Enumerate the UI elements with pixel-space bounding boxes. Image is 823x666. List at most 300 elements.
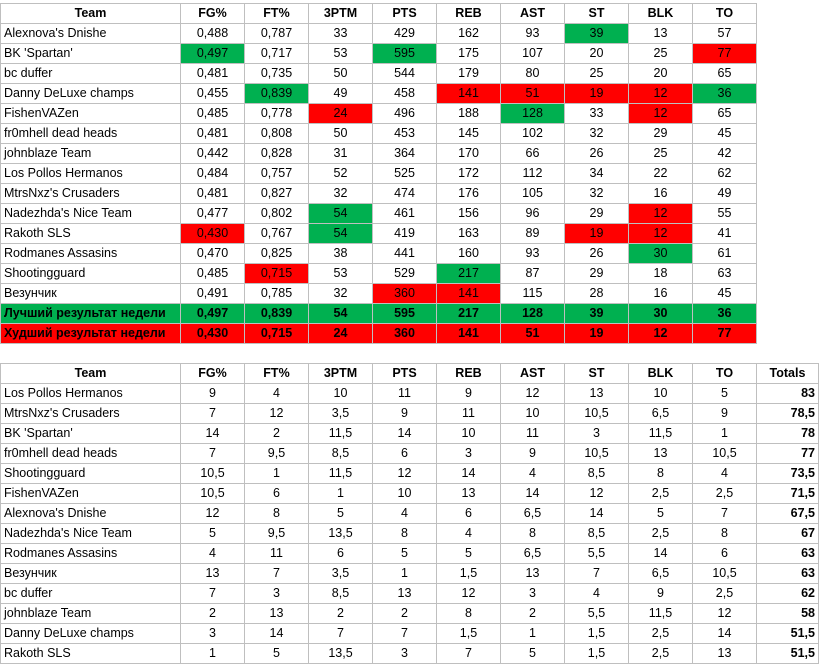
- stat-cell[interactable]: 176: [437, 184, 501, 204]
- rank-cell[interactable]: 6: [373, 444, 437, 464]
- rank-cell[interactable]: 8,5: [565, 524, 629, 544]
- stat-cell[interactable]: 364: [373, 144, 437, 164]
- stat-cell[interactable]: 525: [373, 164, 437, 184]
- rank-cell[interactable]: 4: [693, 464, 757, 484]
- rank-cell[interactable]: 6: [309, 544, 373, 564]
- rank-cell[interactable]: 8,5: [309, 444, 373, 464]
- rank-cell[interactable]: 13: [181, 564, 245, 584]
- stat-cell[interactable]: 141: [437, 324, 501, 344]
- rank-cell[interactable]: 9,5: [245, 444, 309, 464]
- stat-cell[interactable]: 453: [373, 124, 437, 144]
- rank-cell[interactable]: 6,5: [629, 564, 693, 584]
- stat-cell[interactable]: 25: [629, 44, 693, 64]
- team-name-cell[interactable]: Везунчик: [1, 564, 181, 584]
- rank-cell[interactable]: 8: [693, 524, 757, 544]
- rank-cell[interactable]: 7: [181, 404, 245, 424]
- team-name-cell[interactable]: Везунчик: [1, 284, 181, 304]
- rank-cell[interactable]: 6,5: [501, 544, 565, 564]
- stat-cell[interactable]: 0,715: [245, 264, 309, 284]
- rank-cell[interactable]: 2,5: [693, 484, 757, 504]
- team-name-cell[interactable]: Nadezhda's Nice Team: [1, 524, 181, 544]
- stat-cell[interactable]: 24: [309, 324, 373, 344]
- stat-cell[interactable]: 458: [373, 84, 437, 104]
- total-cell[interactable]: 58: [757, 604, 819, 624]
- rank-cell[interactable]: 14: [501, 484, 565, 504]
- stat-cell[interactable]: 544: [373, 64, 437, 84]
- column-header[interactable]: BLK: [629, 364, 693, 384]
- rank-cell[interactable]: 4: [565, 584, 629, 604]
- total-cell[interactable]: 51,5: [757, 624, 819, 644]
- worst-of-week-label[interactable]: Худший результат недели: [1, 324, 181, 344]
- stat-cell[interactable]: 0,717: [245, 44, 309, 64]
- total-cell[interactable]: 63: [757, 564, 819, 584]
- stat-cell[interactable]: 93: [501, 24, 565, 44]
- stat-cell[interactable]: 41: [693, 224, 757, 244]
- stat-cell[interactable]: 175: [437, 44, 501, 64]
- rank-cell[interactable]: 4: [437, 524, 501, 544]
- stat-cell[interactable]: 0,442: [181, 144, 245, 164]
- stat-cell[interactable]: 496: [373, 104, 437, 124]
- team-name-cell[interactable]: Los Pollos Hermanos: [1, 384, 181, 404]
- stat-cell[interactable]: 53: [309, 44, 373, 64]
- stat-cell[interactable]: 0,757: [245, 164, 309, 184]
- rank-cell[interactable]: 12: [693, 604, 757, 624]
- stat-cell[interactable]: 156: [437, 204, 501, 224]
- stat-cell[interactable]: 77: [693, 324, 757, 344]
- rank-cell[interactable]: 10,5: [565, 404, 629, 424]
- stat-cell[interactable]: 29: [629, 124, 693, 144]
- rank-cell[interactable]: 5: [501, 644, 565, 664]
- stat-cell[interactable]: 65: [693, 64, 757, 84]
- stat-cell[interactable]: 474: [373, 184, 437, 204]
- rank-cell[interactable]: 3: [501, 584, 565, 604]
- stat-cell[interactable]: 50: [309, 64, 373, 84]
- rank-cell[interactable]: 11: [373, 384, 437, 404]
- stat-cell[interactable]: 52: [309, 164, 373, 184]
- rank-cell[interactable]: 9: [629, 584, 693, 604]
- rank-cell[interactable]: 12: [245, 404, 309, 424]
- rank-cell[interactable]: 1: [373, 564, 437, 584]
- rank-cell[interactable]: 5: [629, 504, 693, 524]
- rank-cell[interactable]: 3: [245, 584, 309, 604]
- rank-cell[interactable]: 3: [373, 644, 437, 664]
- stat-cell[interactable]: 0,825: [245, 244, 309, 264]
- column-header[interactable]: FG%: [181, 4, 245, 24]
- team-name-cell[interactable]: FishenVAZen: [1, 484, 181, 504]
- rank-cell[interactable]: 2,5: [629, 524, 693, 544]
- rank-cell[interactable]: 2,5: [693, 584, 757, 604]
- stat-cell[interactable]: 595: [373, 44, 437, 64]
- rank-cell[interactable]: 8: [629, 464, 693, 484]
- stat-cell[interactable]: 33: [309, 24, 373, 44]
- rank-cell[interactable]: 7: [245, 564, 309, 584]
- rank-cell[interactable]: 8: [437, 604, 501, 624]
- rank-cell[interactable]: 8: [501, 524, 565, 544]
- stat-cell[interactable]: 62: [693, 164, 757, 184]
- team-name-cell[interactable]: Danny DeLuxe champs: [1, 84, 181, 104]
- column-header[interactable]: REB: [437, 364, 501, 384]
- stat-cell[interactable]: 29: [565, 204, 629, 224]
- rank-cell[interactable]: 8,5: [565, 464, 629, 484]
- stat-cell[interactable]: 51: [501, 84, 565, 104]
- stat-cell[interactable]: 441: [373, 244, 437, 264]
- stat-cell[interactable]: 0,497: [181, 304, 245, 324]
- rank-cell[interactable]: 7: [181, 584, 245, 604]
- column-header[interactable]: Team: [1, 4, 181, 24]
- stat-cell[interactable]: 34: [565, 164, 629, 184]
- stat-cell[interactable]: 77: [693, 44, 757, 64]
- stat-cell[interactable]: 0,827: [245, 184, 309, 204]
- rank-cell[interactable]: 2: [245, 424, 309, 444]
- stat-cell[interactable]: 217: [437, 264, 501, 284]
- stat-cell[interactable]: 461: [373, 204, 437, 224]
- team-name-cell[interactable]: Shootingguard: [1, 264, 181, 284]
- rank-cell[interactable]: 11: [437, 404, 501, 424]
- rank-cell[interactable]: 5: [693, 384, 757, 404]
- rank-cell[interactable]: 10,5: [181, 464, 245, 484]
- column-header[interactable]: AST: [501, 364, 565, 384]
- rank-cell[interactable]: 10: [309, 384, 373, 404]
- stat-cell[interactable]: 0,839: [245, 84, 309, 104]
- column-header[interactable]: 3PTM: [309, 4, 373, 24]
- stat-cell[interactable]: 30: [629, 244, 693, 264]
- rank-cell[interactable]: 2: [373, 604, 437, 624]
- stat-cell[interactable]: 53: [309, 264, 373, 284]
- stat-cell[interactable]: 0,735: [245, 64, 309, 84]
- rank-cell[interactable]: 5,5: [565, 544, 629, 564]
- stat-cell[interactable]: 179: [437, 64, 501, 84]
- stat-cell[interactable]: 51: [501, 324, 565, 344]
- stat-cell[interactable]: 89: [501, 224, 565, 244]
- rank-cell[interactable]: 9: [501, 444, 565, 464]
- stat-cell[interactable]: 172: [437, 164, 501, 184]
- rank-cell[interactable]: 12: [373, 464, 437, 484]
- team-name-cell[interactable]: Danny DeLuxe champs: [1, 624, 181, 644]
- rank-cell[interactable]: 10,5: [693, 564, 757, 584]
- rank-cell[interactable]: 1,5: [437, 624, 501, 644]
- stat-cell[interactable]: 32: [309, 284, 373, 304]
- stat-cell[interactable]: 54: [309, 304, 373, 324]
- rank-cell[interactable]: 5: [373, 544, 437, 564]
- total-cell[interactable]: 77: [757, 444, 819, 464]
- rank-cell[interactable]: 6: [437, 504, 501, 524]
- rank-cell[interactable]: 6: [693, 544, 757, 564]
- team-name-cell[interactable]: MtrsNxz's Crusaders: [1, 404, 181, 424]
- column-header[interactable]: TO: [693, 364, 757, 384]
- rank-cell[interactable]: 6: [245, 484, 309, 504]
- rank-cell[interactable]: 8: [373, 524, 437, 544]
- rank-cell[interactable]: 1,5: [437, 564, 501, 584]
- stat-cell[interactable]: 102: [501, 124, 565, 144]
- stat-cell[interactable]: 0,839: [245, 304, 309, 324]
- rank-cell[interactable]: 7: [309, 624, 373, 644]
- stat-cell[interactable]: 13: [629, 24, 693, 44]
- rank-cell[interactable]: 11,5: [629, 424, 693, 444]
- stat-cell[interactable]: 0,455: [181, 84, 245, 104]
- stat-cell[interactable]: 107: [501, 44, 565, 64]
- stat-cell[interactable]: 12: [629, 324, 693, 344]
- stat-cell[interactable]: 0,802: [245, 204, 309, 224]
- stat-cell[interactable]: 115: [501, 284, 565, 304]
- stat-cell[interactable]: 0,828: [245, 144, 309, 164]
- stat-cell[interactable]: 96: [501, 204, 565, 224]
- total-cell[interactable]: 67,5: [757, 504, 819, 524]
- stat-cell[interactable]: 16: [629, 284, 693, 304]
- rank-cell[interactable]: 11: [501, 424, 565, 444]
- rank-cell[interactable]: 14: [245, 624, 309, 644]
- rank-cell[interactable]: 5,5: [565, 604, 629, 624]
- rank-cell[interactable]: 5: [245, 644, 309, 664]
- stat-cell[interactable]: 0,485: [181, 264, 245, 284]
- team-name-cell[interactable]: Rodmanes Assasins: [1, 544, 181, 564]
- stat-cell[interactable]: 55: [693, 204, 757, 224]
- rank-cell[interactable]: 13,5: [309, 524, 373, 544]
- rank-cell[interactable]: 13: [629, 444, 693, 464]
- rank-cell[interactable]: 11,5: [309, 464, 373, 484]
- stat-cell[interactable]: 19: [565, 84, 629, 104]
- column-header[interactable]: 3PTM: [309, 364, 373, 384]
- column-header[interactable]: PTS: [373, 364, 437, 384]
- stat-cell[interactable]: 170: [437, 144, 501, 164]
- stat-cell[interactable]: 93: [501, 244, 565, 264]
- column-header[interactable]: ST: [565, 4, 629, 24]
- team-name-cell[interactable]: Rakoth SLS: [1, 644, 181, 664]
- stat-cell[interactable]: 26: [565, 144, 629, 164]
- rank-cell[interactable]: 3: [181, 624, 245, 644]
- stat-cell[interactable]: 33: [565, 104, 629, 124]
- team-name-cell[interactable]: bc duffer: [1, 64, 181, 84]
- team-name-cell[interactable]: FishenVAZen: [1, 104, 181, 124]
- team-name-cell[interactable]: Los Pollos Hermanos: [1, 164, 181, 184]
- team-name-cell[interactable]: fr0mhell dead heads: [1, 444, 181, 464]
- rank-cell[interactable]: 10: [437, 424, 501, 444]
- column-header[interactable]: ST: [565, 364, 629, 384]
- rank-cell[interactable]: 3,5: [309, 564, 373, 584]
- rank-cell[interactable]: 12: [565, 484, 629, 504]
- rank-cell[interactable]: 13: [565, 384, 629, 404]
- stat-cell[interactable]: 36: [693, 84, 757, 104]
- stat-cell[interactable]: 0,808: [245, 124, 309, 144]
- stat-cell[interactable]: 66: [501, 144, 565, 164]
- rank-cell[interactable]: 2,5: [629, 484, 693, 504]
- column-header[interactable]: FT%: [245, 4, 309, 24]
- team-name-cell[interactable]: BK 'Spartan': [1, 44, 181, 64]
- stat-cell[interactable]: 87: [501, 264, 565, 284]
- stat-cell[interactable]: 20: [565, 44, 629, 64]
- stat-cell[interactable]: 18: [629, 264, 693, 284]
- rank-cell[interactable]: 7: [437, 644, 501, 664]
- rank-cell[interactable]: 10: [629, 384, 693, 404]
- stat-cell[interactable]: 12: [629, 104, 693, 124]
- total-cell[interactable]: 67: [757, 524, 819, 544]
- rank-cell[interactable]: 2,5: [629, 624, 693, 644]
- rank-cell[interactable]: 4: [501, 464, 565, 484]
- rank-cell[interactable]: 13: [693, 644, 757, 664]
- stat-cell[interactable]: 28: [565, 284, 629, 304]
- total-cell[interactable]: 71,5: [757, 484, 819, 504]
- rank-cell[interactable]: 13,5: [309, 644, 373, 664]
- rank-cell[interactable]: 13: [501, 564, 565, 584]
- rank-cell[interactable]: 5: [181, 524, 245, 544]
- stat-cell[interactable]: 0,497: [181, 44, 245, 64]
- stat-cell[interactable]: 0,470: [181, 244, 245, 264]
- rank-cell[interactable]: 9: [181, 384, 245, 404]
- total-cell[interactable]: 83: [757, 384, 819, 404]
- stat-cell[interactable]: 54: [309, 224, 373, 244]
- stat-cell[interactable]: 36: [693, 304, 757, 324]
- team-name-cell[interactable]: fr0mhell dead heads: [1, 124, 181, 144]
- rank-cell[interactable]: 14: [373, 424, 437, 444]
- team-name-cell[interactable]: Shootingguard: [1, 464, 181, 484]
- column-header[interactable]: BLK: [629, 4, 693, 24]
- rank-cell[interactable]: 8: [245, 504, 309, 524]
- rank-cell[interactable]: 4: [373, 504, 437, 524]
- rank-cell[interactable]: 10,5: [693, 444, 757, 464]
- stat-cell[interactable]: 529: [373, 264, 437, 284]
- stat-cell[interactable]: 29: [565, 264, 629, 284]
- rank-cell[interactable]: 11,5: [309, 424, 373, 444]
- rank-cell[interactable]: 14: [693, 624, 757, 644]
- stat-cell[interactable]: 105: [501, 184, 565, 204]
- column-header[interactable]: Totals: [757, 364, 819, 384]
- rank-cell[interactable]: 1: [693, 424, 757, 444]
- column-header[interactable]: PTS: [373, 4, 437, 24]
- rank-cell[interactable]: 4: [245, 384, 309, 404]
- team-name-cell[interactable]: bc duffer: [1, 584, 181, 604]
- column-header[interactable]: Team: [1, 364, 181, 384]
- stat-cell[interactable]: 39: [565, 304, 629, 324]
- stat-cell[interactable]: 80: [501, 64, 565, 84]
- stat-cell[interactable]: 32: [309, 184, 373, 204]
- rank-cell[interactable]: 9: [693, 404, 757, 424]
- stat-cell[interactable]: 141: [437, 84, 501, 104]
- rank-cell[interactable]: 1,5: [565, 644, 629, 664]
- rank-cell[interactable]: 13: [245, 604, 309, 624]
- stat-cell[interactable]: 25: [629, 144, 693, 164]
- column-header[interactable]: REB: [437, 4, 501, 24]
- team-name-cell[interactable]: Rakoth SLS: [1, 224, 181, 244]
- rank-cell[interactable]: 4: [181, 544, 245, 564]
- rank-cell[interactable]: 10,5: [565, 444, 629, 464]
- rank-cell[interactable]: 11: [245, 544, 309, 564]
- total-cell[interactable]: 63: [757, 544, 819, 564]
- rank-cell[interactable]: 8,5: [309, 584, 373, 604]
- stat-cell[interactable]: 12: [629, 224, 693, 244]
- column-header[interactable]: AST: [501, 4, 565, 24]
- total-cell[interactable]: 51,5: [757, 644, 819, 664]
- rank-cell[interactable]: 2: [309, 604, 373, 624]
- rank-cell[interactable]: 13: [437, 484, 501, 504]
- column-header[interactable]: FG%: [181, 364, 245, 384]
- team-name-cell[interactable]: BK 'Spartan': [1, 424, 181, 444]
- stat-cell[interactable]: 49: [693, 184, 757, 204]
- rank-cell[interactable]: 1: [501, 624, 565, 644]
- stat-cell[interactable]: 0,481: [181, 184, 245, 204]
- column-header[interactable]: FT%: [245, 364, 309, 384]
- rank-cell[interactable]: 9: [437, 384, 501, 404]
- stat-cell[interactable]: 38: [309, 244, 373, 264]
- stat-cell[interactable]: 0,477: [181, 204, 245, 224]
- rank-cell[interactable]: 3: [437, 444, 501, 464]
- team-name-cell[interactable]: johnblaze Team: [1, 604, 181, 624]
- stat-cell[interactable]: 22: [629, 164, 693, 184]
- rank-cell[interactable]: 2,5: [629, 644, 693, 664]
- stat-cell[interactable]: 42: [693, 144, 757, 164]
- stat-cell[interactable]: 50: [309, 124, 373, 144]
- stat-cell[interactable]: 19: [565, 324, 629, 344]
- stat-cell[interactable]: 0,787: [245, 24, 309, 44]
- stat-cell[interactable]: 217: [437, 304, 501, 324]
- stat-cell[interactable]: 63: [693, 264, 757, 284]
- stat-cell[interactable]: 31: [309, 144, 373, 164]
- stat-cell[interactable]: 20: [629, 64, 693, 84]
- rank-cell[interactable]: 13: [373, 584, 437, 604]
- rank-cell[interactable]: 1,5: [565, 624, 629, 644]
- rank-cell[interactable]: 10,5: [181, 484, 245, 504]
- stat-cell[interactable]: 30: [629, 304, 693, 324]
- stat-cell[interactable]: 145: [437, 124, 501, 144]
- stat-cell[interactable]: 12: [629, 84, 693, 104]
- stat-cell[interactable]: 0,778: [245, 104, 309, 124]
- stat-cell[interactable]: 141: [437, 284, 501, 304]
- rank-cell[interactable]: 2: [181, 604, 245, 624]
- stat-cell[interactable]: 0,481: [181, 64, 245, 84]
- stat-cell[interactable]: 0,430: [181, 324, 245, 344]
- stat-cell[interactable]: 429: [373, 24, 437, 44]
- best-of-week-label[interactable]: Лучший результат недели: [1, 304, 181, 324]
- rank-cell[interactable]: 1: [309, 484, 373, 504]
- rank-cell[interactable]: 14: [565, 504, 629, 524]
- rank-cell[interactable]: 9: [373, 404, 437, 424]
- stat-cell[interactable]: 360: [373, 324, 437, 344]
- stat-cell[interactable]: 57: [693, 24, 757, 44]
- stat-cell[interactable]: 49: [309, 84, 373, 104]
- rank-cell[interactable]: 7: [693, 504, 757, 524]
- rank-cell[interactable]: 7: [373, 624, 437, 644]
- stat-cell[interactable]: 39: [565, 24, 629, 44]
- rank-cell[interactable]: 6,5: [629, 404, 693, 424]
- rank-cell[interactable]: 10: [373, 484, 437, 504]
- stat-cell[interactable]: 12: [629, 204, 693, 224]
- rank-cell[interactable]: 9,5: [245, 524, 309, 544]
- stat-cell[interactable]: 16: [629, 184, 693, 204]
- stat-cell[interactable]: 0,488: [181, 24, 245, 44]
- stat-cell[interactable]: 25: [565, 64, 629, 84]
- stat-cell[interactable]: 26: [565, 244, 629, 264]
- stat-cell[interactable]: 0,767: [245, 224, 309, 244]
- rank-cell[interactable]: 7: [181, 444, 245, 464]
- stat-cell[interactable]: 32: [565, 124, 629, 144]
- rank-cell[interactable]: 3: [565, 424, 629, 444]
- rank-cell[interactable]: 1: [245, 464, 309, 484]
- rank-cell[interactable]: 3,5: [309, 404, 373, 424]
- stat-cell[interactable]: 0,491: [181, 284, 245, 304]
- rank-cell[interactable]: 7: [565, 564, 629, 584]
- total-cell[interactable]: 62: [757, 584, 819, 604]
- stat-cell[interactable]: 24: [309, 104, 373, 124]
- rank-cell[interactable]: 11,5: [629, 604, 693, 624]
- stat-cell[interactable]: 128: [501, 104, 565, 124]
- stat-cell[interactable]: 65: [693, 104, 757, 124]
- rank-cell[interactable]: 14: [629, 544, 693, 564]
- stat-cell[interactable]: 0,484: [181, 164, 245, 184]
- stat-cell[interactable]: 112: [501, 164, 565, 184]
- total-cell[interactable]: 78,5: [757, 404, 819, 424]
- rank-cell[interactable]: 2: [501, 604, 565, 624]
- rank-cell[interactable]: 14: [437, 464, 501, 484]
- rank-cell[interactable]: 5: [437, 544, 501, 564]
- team-name-cell[interactable]: johnblaze Team: [1, 144, 181, 164]
